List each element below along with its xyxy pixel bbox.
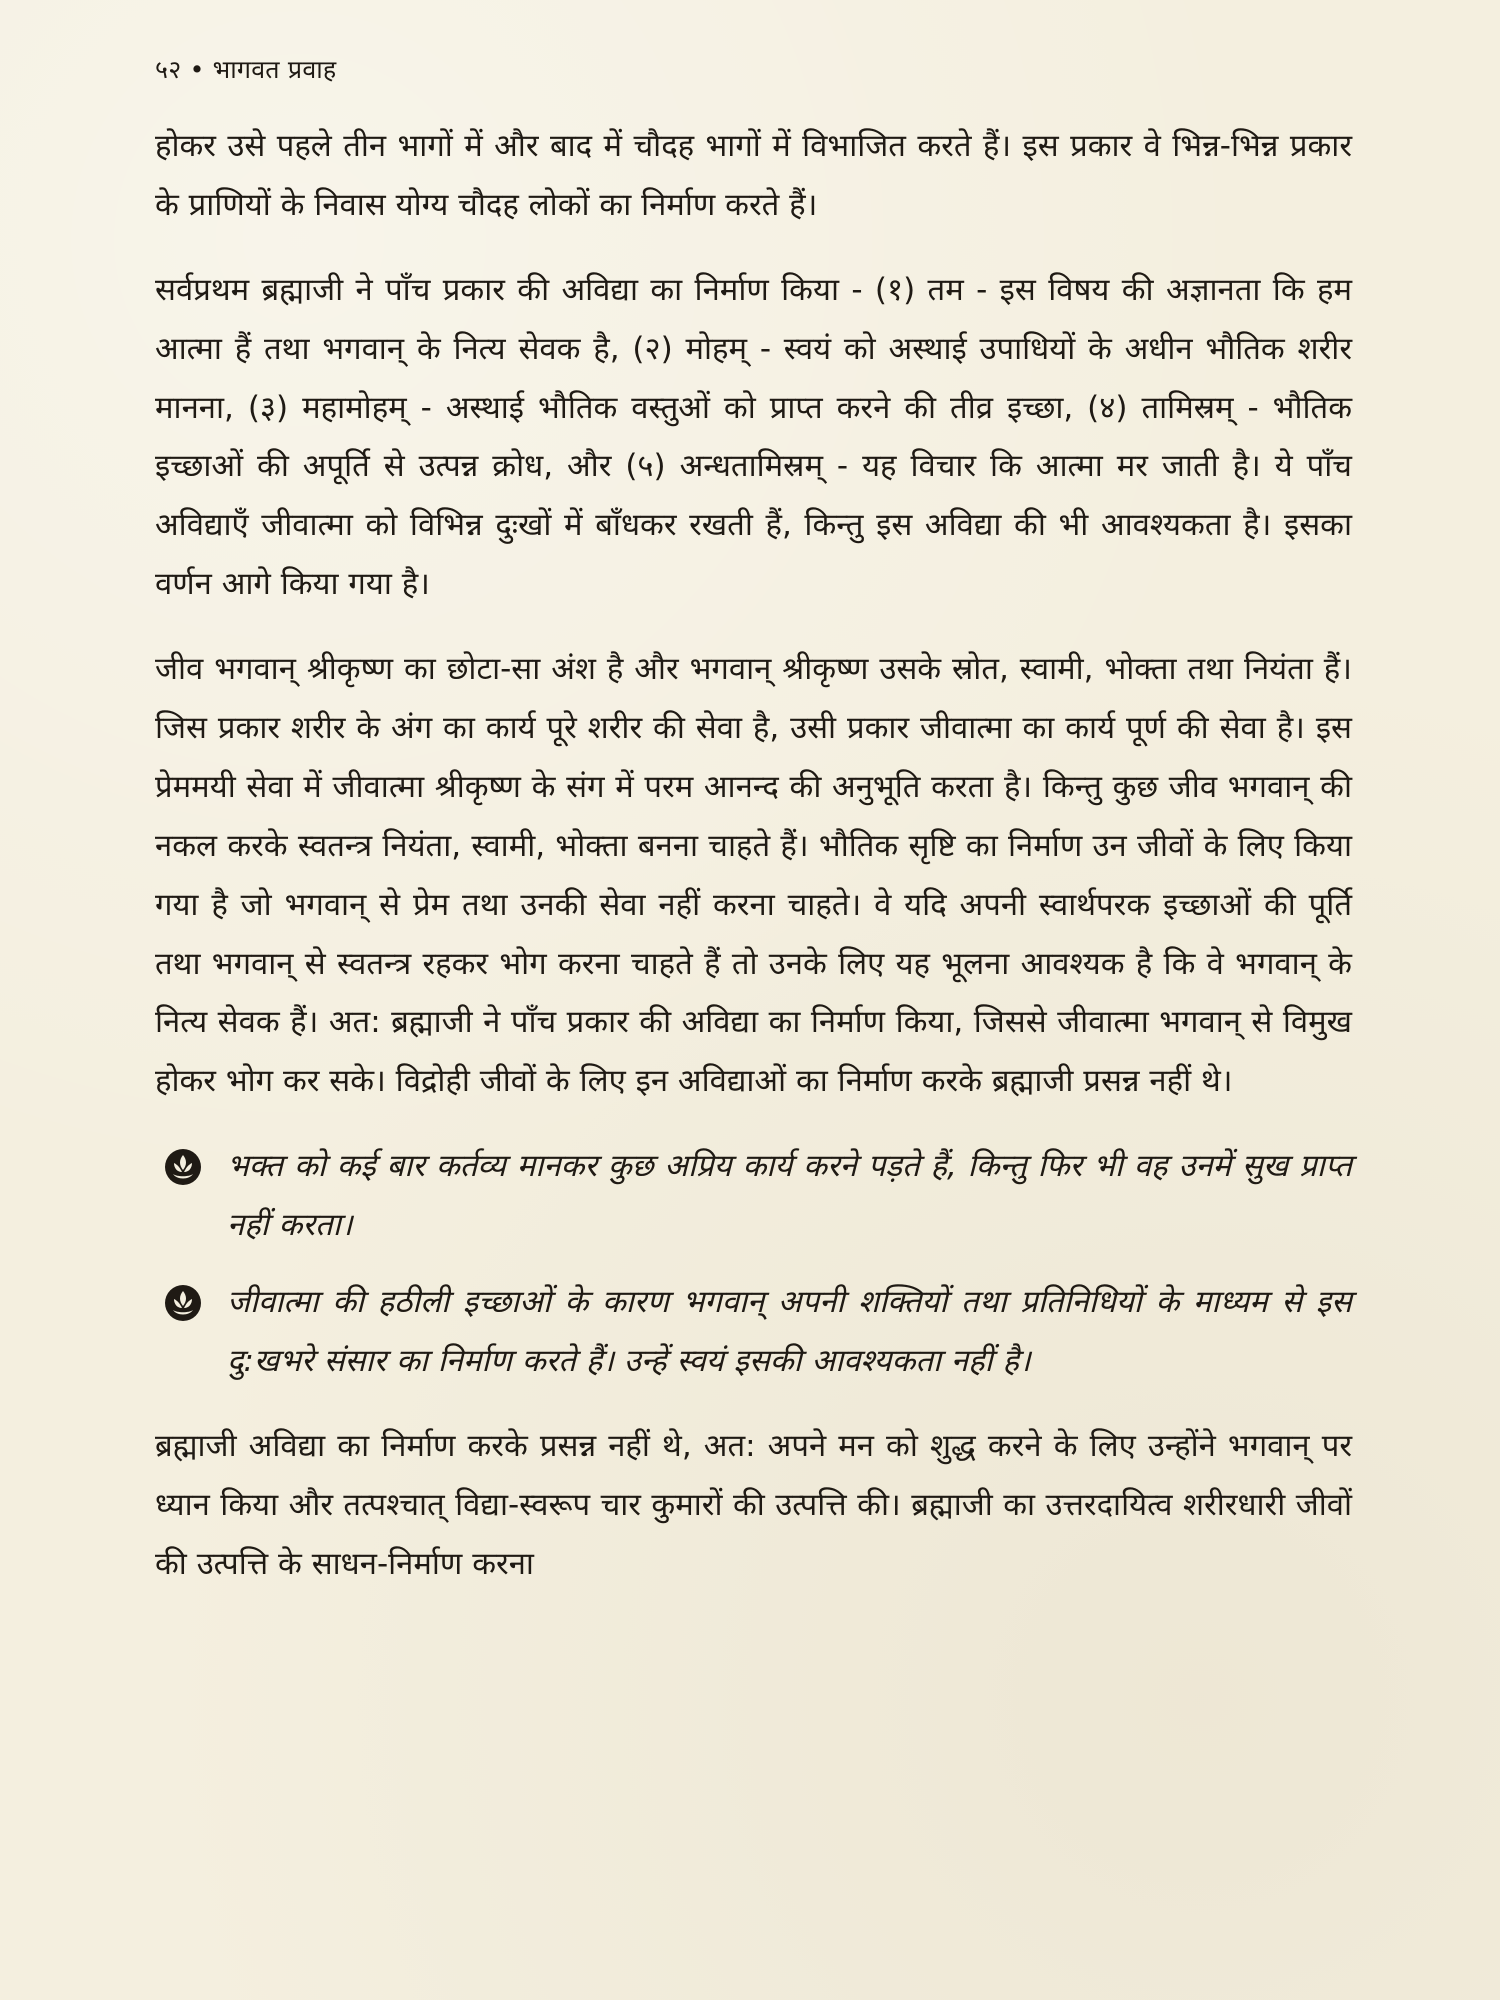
note-text-2: जीवात्मा की हठीली इच्छाओं के कारण भगवान् अपनी शक्तियों तथा प्रतिनिधियों के माध्यम से इस दु:खभरे संसार का निर्माण करते हैं। उन्हें स्वयं इसकी आवश्यकता नहीं है। — [227, 1284, 1352, 1379]
paragraph-2: सर्वप्रथम ब्रह्माजी ने पाँच प्रकार की अविद्या का निर्माण किया - (१) तम - इस विषय की अज्ञानता कि हम आत्मा हैं तथा भगवान् के नित्य सेवक है, (२) मोहम् - स्वयं को अस्थाई उपाधियों के अधीन भौतिक शरीर मानना, (३) महामोहम् - अस्थाई भौतिक वस्तुओं को प्राप्त करने की तीव्र इच्छा, (४) तामिस्रम् - भौतिक इच्छाओं की अपूर्ति से उत्पन्न क्रोध, और (५) अन्धतामिस्रम् - यह विचार कि आत्मा मर जाती है। ये पाँच अविद्याएँ जीवात्मा को विभिन्न दुःखों में बाँधकर रखती हैं, किन्तु इस अविद्या की भी आवश्यकता है। इसका वर्णन आगे किया गया है। — [155, 271, 1352, 603]
paragraph-1: होकर उसे पहले तीन भागों में और बाद में चौदह भागों में विभाजित करते हैं। इस प्रकार वे भिन्न-भिन्न प्रकार के प्राणियों के निवास योग्य चौदह लोकों का निर्माण करते हैं। — [155, 128, 1352, 223]
page-number: ५२ — [155, 55, 182, 84]
book-title: भागवत प्रवाह — [212, 55, 337, 84]
header-separator: • — [189, 55, 205, 84]
note-item-1 — [155, 1137, 1352, 1255]
paragraph-final: ब्रह्माजी अविद्या का निर्माण करके प्रसन्न नहीं थे, अत: अपने मन को शुद्ध करने के लिए उन्होंने भगवान् पर ध्यान किया और तत्पश्चात् विद्या-स्वरूप चार कुमारों की उत्पत्ति की। ब्रह्माजी का उत्तरदायित्व शरीरधारी जीवों की उत्पत्ति के साधन-निर्माण करना — [155, 1427, 1352, 1582]
note-text-1: भक्त को कई बार कर्तव्य मानकर कुछ अप्रिय कार्य करने पड़ते हैं, किन्तु फिर भी वह उनमें सुख प्राप्त नहीं करता। — [227, 1148, 1352, 1244]
lotus-icon — [163, 1283, 203, 1323]
page-header — [155, 55, 1352, 85]
note-item-2 — [155, 1273, 1352, 1391]
paragraph-3: जीव भगवान् श्रीकृष्ण का छोटा-सा अंश है और भगवान् श्रीकृष्ण उसके स्रोत, स्वामी, भोक्ता तथा नियंता हैं। जिस प्रकार शरीर के अंग का कार्य पूरे शरीर की सेवा है, उसी प्रकार जीवात्मा का कार्य पूर्ण की सेवा है। इस प्रेममयी सेवा में जीवात्मा श्रीकृष्ण के संग में परम आनन्द की अनुभूति करता है। किन्तु कुछ जीव भगवान् की नकल करके स्वतन्त्र नियंता, स्वामी, भोक्ता बनना चाहते हैं। भौतिक सृष्टि का निर्माण उन जीवों के लिए किया गया है जो भगवान् से प्रेम तथा उनकी सेवा नहीं करना चाहते। वे यदि अपनी स्वार्थपरक इच्छाओं की पूर्ति तथा भगवान् से स्वतन्त्र रहकर भोग करना चाहते हैं तो उनके लिए यह भूलना आवश्यक है कि वे भगवान् के नित्य सेवक हैं। अत: ब्रह्माजी ने पाँच प्रकार की अविद्या का निर्माण किया, जिससे जीवात्मा भगवान् से विमुख होकर भोग कर सके। विद्रोही जीवों के लिए इन अविद्याओं का निर्माण करके ब्रह्माजी प्रसन्न नहीं थे। — [155, 651, 1352, 1100]
lotus-icon — [163, 1147, 203, 1187]
